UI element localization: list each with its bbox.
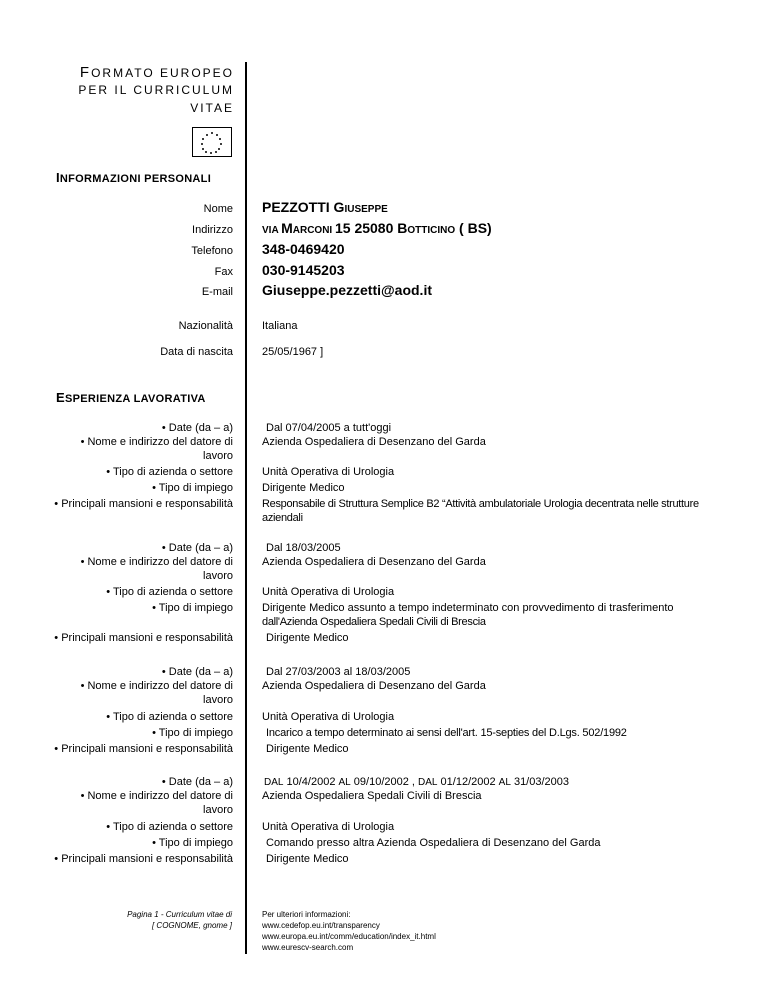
label-job-type: • Tipo di impiego [152, 727, 233, 739]
label-employer-cont: lavoro [203, 804, 233, 816]
entry1-duties: Responsabile di Struttura Semplice B2 “Attività ambulatoriale Urologia decentrata nelle strutture aziendali [262, 498, 699, 524]
value-indirizzo: VIA MARCONI 15 25080 BOTTICINO ( BS) [262, 220, 492, 236]
entry1-date: Dal 07/04/2005 a tutt'oggi [266, 422, 392, 434]
value-email: Giuseppe.pezzetti@aod.it [262, 282, 433, 298]
label-employer: • Nome e indirizzo del datore di [80, 556, 233, 568]
entry3-date: Dal 27/03/2003 al 18/03/2005 [266, 666, 411, 678]
label-sector: • Tipo di azienda o settore [106, 711, 233, 723]
label-employer-cont: lavoro [203, 570, 233, 582]
label-duties: • Principali mansioni e responsabilità [54, 498, 233, 510]
label-employer: • Nome e indirizzo del datore di [80, 680, 233, 692]
footer-link-eurescv[interactable]: www.eurescv-search.com [262, 943, 354, 952]
label-employer-cont: lavoro [203, 450, 233, 462]
document-title-line2: PER IL CURRICULUM [78, 83, 234, 97]
entry2-job-type: Dirigente Medico assunto a tempo indeterminato con provvedimento di trasferimento [262, 602, 674, 614]
eu-flag-icon [192, 127, 232, 157]
label-date: • Date (da – a) [161, 422, 233, 434]
label-email: E-mail [201, 286, 233, 298]
footer-link-europa[interactable]: www.europa.eu.int/comm/education/index_it.html [262, 932, 436, 941]
document-title-line1: FORMATO EUROPEO [79, 64, 234, 81]
footer-more-info: Per ulteriori informazioni: [262, 910, 351, 919]
value-nome: PEZZOTTI GIUSEPPE [262, 199, 388, 215]
label-date: • Date (da – a) [161, 776, 233, 788]
label-job-type: • Tipo di impiego [152, 602, 233, 614]
entry3-duties: Dirigente Medico [266, 743, 349, 755]
entry3-job-type: Incarico a tempo determinato ai sensi dell'art. 15-septies del D.Lgs. 502/1992 [266, 727, 627, 739]
document-title-line3: VITAE [190, 101, 234, 115]
entry3-employer: Azienda Ospedaliera di Desenzano del Garda [262, 680, 486, 692]
label-duties: • Principali mansioni e responsabilità [54, 743, 233, 755]
label-data-nascita: Data di nascita [160, 346, 233, 358]
label-duties: • Principali mansioni e responsabilità [54, 853, 233, 865]
label-sector: • Tipo di azienda o settore [106, 821, 233, 833]
label-employer: • Nome e indirizzo del datore di [80, 790, 233, 802]
entry1-sector: Unità Operativa di Urologia [262, 466, 395, 478]
label-fax: Fax [214, 266, 233, 278]
label-date: • Date (da – a) [161, 666, 233, 678]
label-sector: • Tipo di azienda o settore [106, 466, 233, 478]
entry4-duties: Dirigente Medico [266, 853, 349, 865]
entry1-employer: Azienda Ospedaliera di Desenzano del Garda [262, 436, 486, 448]
footer-link-cedefop[interactable]: www.cedefop.eu.int/transparency [262, 921, 380, 930]
footer-cv-name: [ COGNOME, gnome ] [151, 921, 232, 930]
entry4-date: DAL 10/4/2002 AL 09/10/2002 , DAL 01/12/2002 AL 31/03/2003 [264, 776, 570, 788]
label-sector: • Tipo di azienda o settore [106, 586, 233, 598]
entry2-date: Dal 18/03/2005 [266, 542, 341, 554]
label-duties: • Principali mansioni e responsabilità [54, 632, 233, 644]
label-employer-cont: lavoro [203, 694, 233, 706]
entry2-duties: Dirigente Medico [266, 632, 349, 644]
label-telefono: Telefono [191, 245, 233, 257]
entry2-employer: Azienda Ospedaliera di Desenzano del Garda [262, 556, 486, 568]
entry2-sector: Unità Operativa di Urologia [262, 586, 395, 598]
label-nome: Nome [203, 203, 233, 215]
entry2-job-type-cont: dall'Azienda Ospedaliera Spedali Civili di Brescia [262, 616, 486, 628]
section-personal-info: INFORMAZIONI PERSONALI [56, 170, 212, 185]
value-data-nascita: 25/05/1967 ] [262, 346, 324, 358]
entry3-sector: Unità Operativa di Urologia [262, 711, 395, 723]
entry1-job-type: Dirigente Medico [262, 482, 345, 494]
label-indirizzo: Indirizzo [192, 224, 233, 236]
label-job-type: • Tipo di impiego [152, 837, 233, 849]
entry4-job-type: Comando presso altra Azienda Ospedaliera di Desenzano del Garda [266, 837, 601, 849]
entry4-sector: Unità Operativa di Urologia [262, 821, 395, 833]
value-nazionalita: Italiana [262, 320, 298, 332]
entry4-employer: Azienda Ospedaliera Spedali Civili di Brescia [262, 790, 482, 802]
label-date: • Date (da – a) [161, 542, 233, 554]
label-job-type: • Tipo di impiego [152, 482, 233, 494]
section-work-experience: ESPERIENZA LAVORATIVA [56, 390, 206, 405]
vertical-divider [245, 62, 247, 954]
value-telefono: 348-0469420 [262, 241, 345, 257]
label-nazionalita: Nazionalità [178, 320, 233, 332]
label-employer: • Nome e indirizzo del datore di [80, 436, 233, 448]
value-fax: 030-9145203 [262, 262, 345, 278]
footer-page-info: Pagina 1 - Curriculum vitae di [127, 910, 232, 919]
